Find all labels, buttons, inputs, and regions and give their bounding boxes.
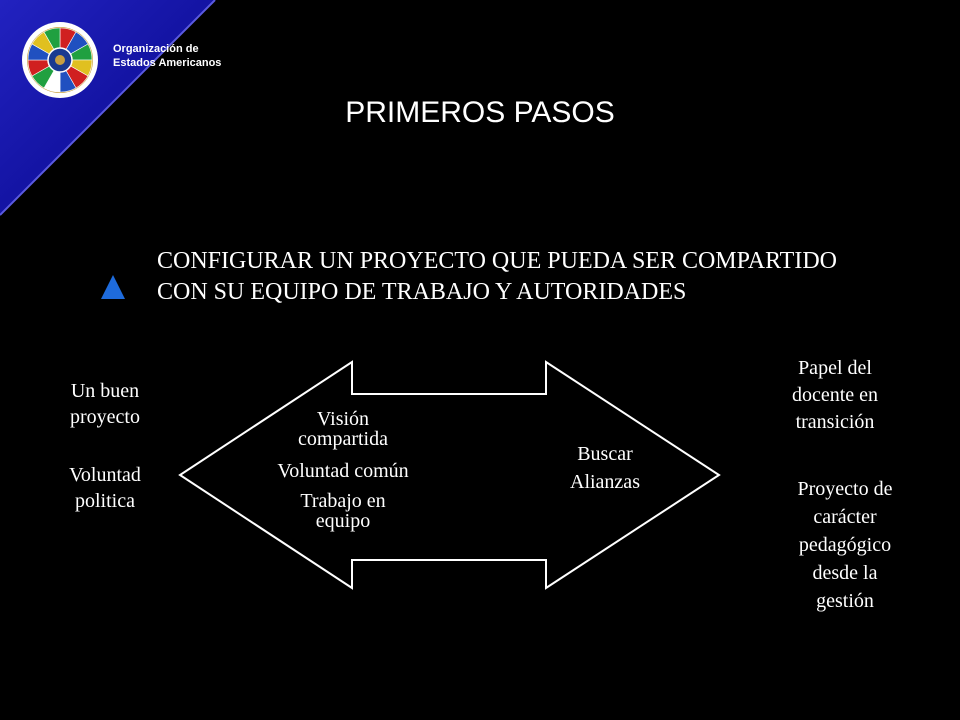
right-item-papel xyxy=(755,355,915,436)
papel-line-2: docente en xyxy=(791,384,879,406)
papel-line-3: transición xyxy=(795,411,875,433)
buscar-alianzas xyxy=(530,440,680,496)
left-item-2-line-1: Voluntad xyxy=(69,464,141,486)
buscar-line-2: Alianzas xyxy=(570,471,640,493)
left-item-1-line-1: Un buen xyxy=(70,380,140,402)
proyecto-line-4: desde la xyxy=(812,562,878,584)
trabajo-line-1: Trabajo en xyxy=(300,490,386,512)
org-line-1: Organización de xyxy=(113,43,199,55)
vision-line-2: compartida xyxy=(298,428,388,450)
trabajo-en-equipo xyxy=(243,491,443,531)
left-item-2-line-2: politica xyxy=(75,490,135,512)
proyecto-line-2: carácter xyxy=(813,506,877,528)
vision-line-1: Visión xyxy=(316,408,370,430)
proyecto-line-5: gestión xyxy=(816,590,874,612)
voluntad-comun: Voluntad común xyxy=(277,460,409,482)
proyecto-line-1: Proyecto de xyxy=(797,478,893,500)
left-item-voluntad xyxy=(40,462,170,514)
proyecto-line-3: pedagógico xyxy=(798,534,892,556)
main-statement: CONFIGURAR UN PROYECTO QUE PUEDA SER COMPARTIDO CON SU EQUIPO DE TRABAJO Y AUTORIDADES xyxy=(157,248,837,305)
page-title: PRIMEROS PASOS xyxy=(345,96,615,129)
trabajo-line-2: equipo xyxy=(315,510,371,532)
left-item-proyecto xyxy=(40,378,170,430)
org-line-2: Estados Americanos xyxy=(113,57,222,69)
left-item-1-line-2: proyecto xyxy=(70,406,140,428)
right-item-proyecto xyxy=(765,475,925,615)
papel-line-1: Papel del xyxy=(798,357,872,379)
buscar-line-1: Buscar xyxy=(577,443,633,465)
vision-compartida xyxy=(243,409,443,449)
